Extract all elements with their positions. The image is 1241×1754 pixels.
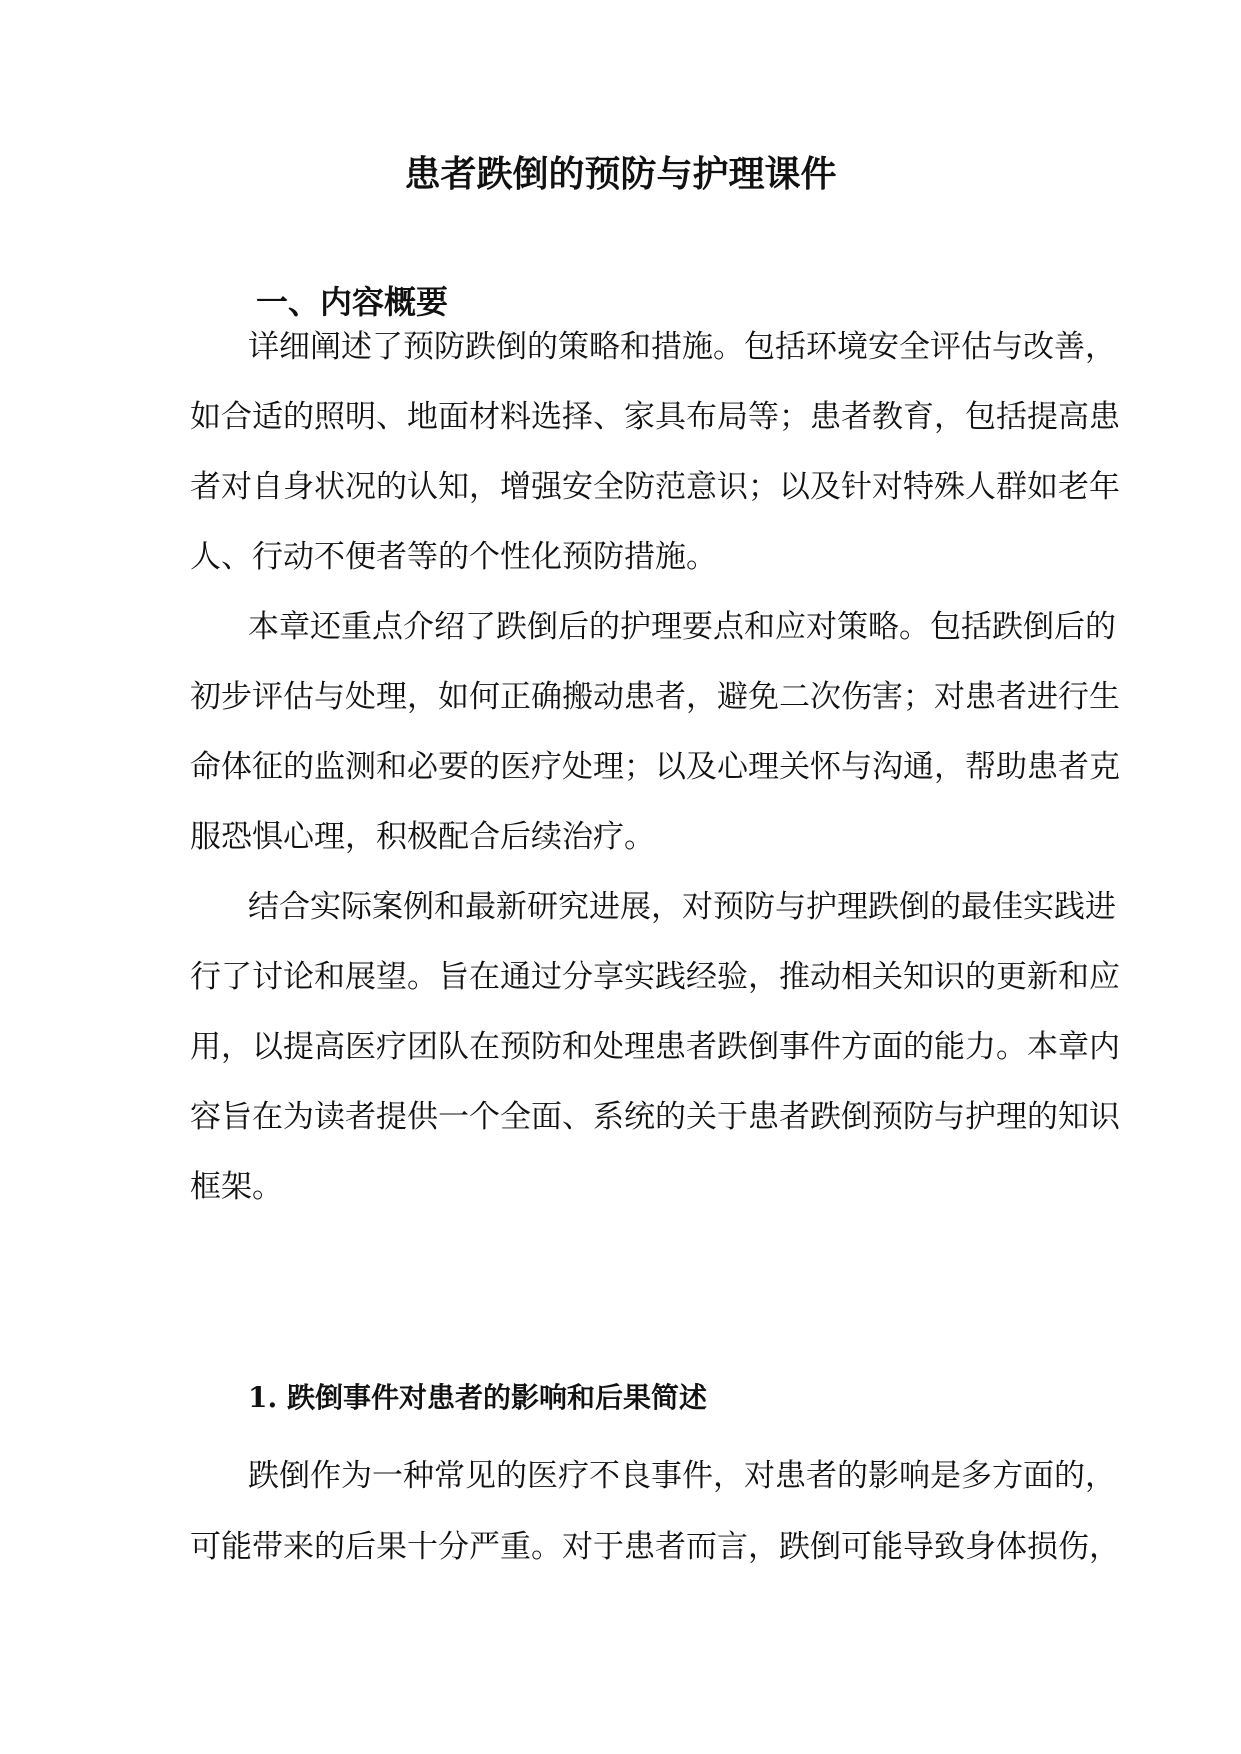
- section-heading: 一、内容概要: [256, 283, 449, 321]
- paragraph-line: 服恐惧心理，积极配合后续治疗。: [190, 819, 655, 855]
- paragraph-line: 者对自身状况的认知，增强安全防范意识；以及针对特殊人群如老年: [190, 469, 1120, 505]
- paragraph-line: 如合适的照明、地面材料选择、家具布局等；患者教育，包括提高患: [190, 399, 1120, 435]
- paragraph-line: 容旨在为读者提供一个全面、系统的关于患者跌倒预防与护理的知识: [190, 1099, 1120, 1135]
- paragraph-line: 用，以提高医疗团队在预防和处理患者跌倒事件方面的能力。本章内: [190, 1029, 1120, 1065]
- subsection-heading: 1. 跌倒事件对患者的影响和后果简述: [248, 1381, 707, 1414]
- paragraph-line: 结合实际案例和最新研究进展，对预防与护理跌倒的最佳实践进: [248, 889, 1116, 925]
- paragraph-line: 命体征的监测和必要的医疗处理；以及心理关怀与沟通，帮助患者克: [190, 749, 1120, 785]
- paragraph-line: 行了讨论和展望。旨在通过分享实践经验，推动相关知识的更新和应: [190, 959, 1120, 995]
- paragraph-line: 跌倒作为一种常见的医疗不良事件，对患者的影响是多方面的，: [248, 1458, 1116, 1494]
- paragraph-line: 框架。: [190, 1169, 283, 1205]
- paragraph-line: 人、行动不便者等的个性化预防措施。: [190, 539, 717, 575]
- paragraph-line: 详细阐述了预防跌倒的策略和措施。包括环境安全评估与改善，: [248, 329, 1116, 365]
- document-title: 患者跌倒的预防与护理课件: [404, 153, 837, 195]
- paragraph-line: 初步评估与处理，如何正确搬动患者，避免二次伤害；对患者进行生: [190, 679, 1120, 715]
- paragraph-line: 本章还重点介绍了跌倒后的护理要点和应对策略。包括跌倒后的: [248, 609, 1116, 645]
- paragraph-line: 可能带来的后果十分严重。对于患者而言，跌倒可能导致身体损伤，: [190, 1529, 1120, 1565]
